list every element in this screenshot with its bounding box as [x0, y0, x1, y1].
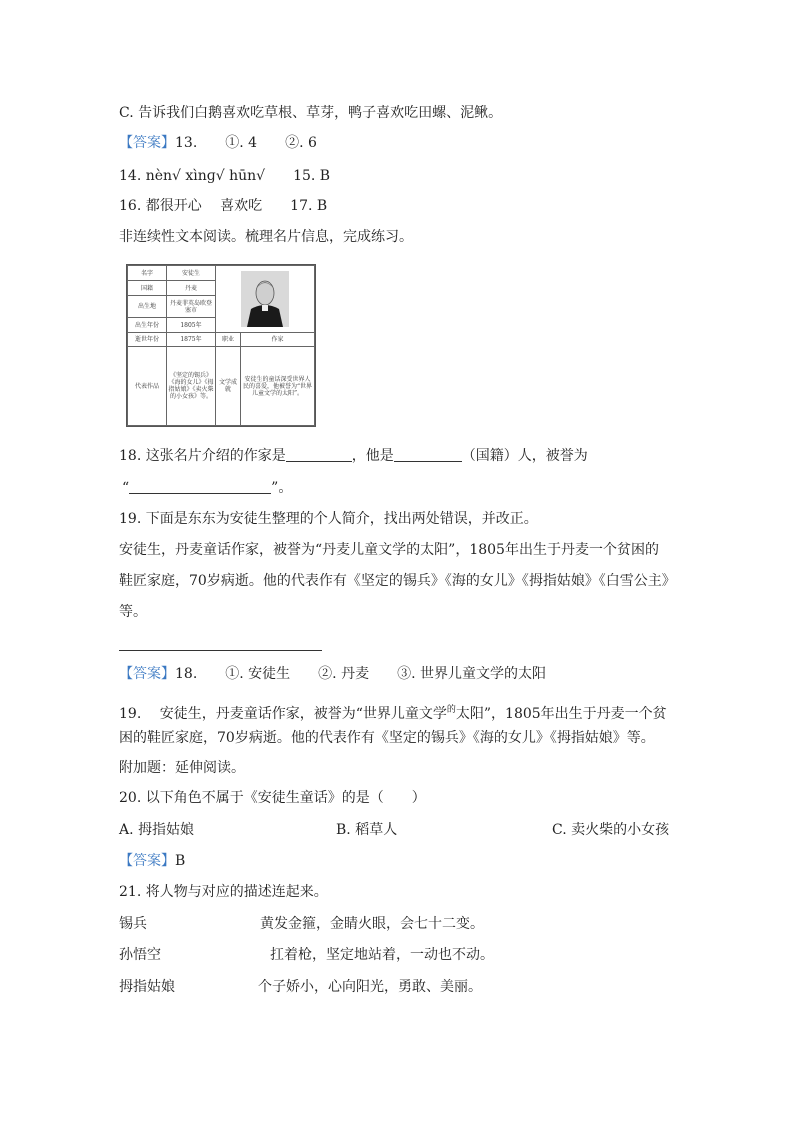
answer-16-17-line: 16. 都很开心 喜欢吃 17. B — [119, 198, 328, 214]
q18-part-d: “ — [122, 480, 130, 496]
question-21-title: 21. 将人物与对应的描述连起来。 — [119, 884, 328, 900]
card-name-value: 安徒生 — [167, 266, 216, 281]
q18-part-b: ，他是 — [351, 448, 394, 464]
q18-part-c: （国籍）人，被誉为 — [461, 448, 588, 464]
card-birthplace-label: 出生地 — [128, 296, 167, 318]
answer-13-line — [119, 133, 317, 153]
card-works-label: 代表作品 — [128, 347, 167, 426]
portrait-image — [241, 271, 289, 327]
card-achieve-value: 安徒生的童话深受世界人民的喜爱，他被誉为“世界儿童文学的太阳”。 — [241, 347, 315, 426]
q18-part-e: ”。 — [271, 480, 293, 496]
answer-19-line2: 困的鞋匠家庭，70岁病逝。他的代表作有《坚定的锡兵》《海的女儿》《拇指姑娘》等。 — [119, 730, 655, 746]
card-deathyear-value: 1875年 — [167, 333, 216, 347]
q20-option-b[interactable]: B. 稻草人 — [336, 822, 398, 838]
card-achieve-label: 文学成就 — [216, 347, 241, 426]
card-deathyear-label: 逝世年份 — [128, 333, 167, 347]
q21-right-item[interactable]: 个子娇小，心向阳光，勇敢、美丽。 — [258, 979, 482, 995]
question-19-para-3: 等。 — [119, 604, 147, 620]
question-19-title: 19. 下面是东东为安徒生整理的个人简介，找出两处错误，并改正。 — [119, 511, 538, 527]
answer-line[interactable] — [119, 650, 322, 651]
card-nation-value: 丹麦 — [167, 281, 216, 296]
card-birthyear-label: 出生年份 — [128, 318, 167, 333]
question-20-title: 20. 以下角色不属于《安徒生童话》的是（ ） — [119, 790, 426, 806]
answer-20-text: B — [175, 853, 186, 869]
q18-part-a: 18. 这张名片介绍的作家是 — [119, 448, 286, 464]
card-job-label: 职业 — [216, 333, 241, 347]
answer-19-line1 — [119, 700, 667, 724]
card-photo-cell — [216, 266, 315, 333]
answer-19-superscript: 的 — [446, 705, 456, 715]
q21-left-item[interactable]: 锡兵 — [119, 916, 147, 932]
answer-19-part-a: 19. 安徒生，丹麦童话作家，被誉为“世界儿童文学 — [119, 706, 447, 722]
name-card — [126, 264, 316, 427]
answer-13-text: 13. ①. 4 ②. 6 — [175, 135, 317, 151]
answer-tag: 【答案】 — [119, 666, 175, 682]
answer-18-line — [119, 664, 546, 684]
q20-option-a[interactable]: A. 拇指姑娘 — [119, 822, 195, 838]
card-name-label: 名字 — [128, 266, 167, 281]
q20-option-c[interactable]: C. 卖火柴的小女孩 — [552, 822, 670, 838]
card-works-value: 《坚定的锡兵》《海的女儿》《拇指姑娘》《卖火柴的小女孩》等。 — [167, 347, 216, 426]
q21-right-item[interactable]: 黄发金箍，金睛火眼，会七十二变。 — [260, 916, 484, 932]
q21-left-item[interactable]: 拇指姑娘 — [119, 979, 175, 995]
q21-left-item[interactable]: 孙悟空 — [119, 947, 161, 963]
card-job-value: 作家 — [241, 333, 315, 347]
q18-blank-author[interactable] — [286, 447, 352, 462]
q18-blank-nationality[interactable] — [394, 447, 462, 462]
extra-question-title: 附加题：延伸阅读。 — [119, 760, 245, 776]
question-19-para-1: 安徒生，丹麦童话作家，被誉为“丹麦儿童文学的太阳”，1805年出生于丹麦一个贫困的 — [119, 542, 659, 558]
q18-blank-title[interactable] — [129, 479, 271, 494]
answer-tag: 【答案】 — [119, 853, 175, 869]
question-18 — [119, 446, 588, 466]
q21-right-item[interactable]: 扛着枪，坚定地站着，一动也不动。 — [270, 947, 494, 963]
answer-20-line — [119, 851, 185, 871]
answer-19-part-b: 太阳”，1805年出生于丹麦一个贫 — [455, 706, 667, 722]
question-19-para-2: 鞋匠家庭，70岁病逝。他的代表作有《坚定的锡兵》《海的女儿》《拇指姑娘》《白雪公主》 — [119, 573, 676, 589]
answer-tag: 【答案】 — [119, 135, 175, 151]
card-birthplace-value: 丹麦菲英岛欧登塞市 — [167, 296, 216, 318]
answer-18-text: 18. ①. 安徒生 ②. 丹麦 ③. 世界儿童文学的太阳 — [175, 666, 546, 682]
card-nation-label: 国籍 — [128, 281, 167, 296]
option-c-line: C. 告诉我们白鹅喜欢吃草根、草芽，鸭子喜欢吃田螺、泥鳅。 — [119, 105, 503, 121]
answer-14-15-line: 14. nèn√ xìnɡ√ hūn√ 15. B — [119, 168, 331, 184]
question-18-line2 — [122, 478, 292, 498]
section-title: 非连续性文本阅读。梳理名片信息，完成练习。 — [119, 229, 413, 245]
card-birthyear-value: 1805年 — [167, 318, 216, 333]
